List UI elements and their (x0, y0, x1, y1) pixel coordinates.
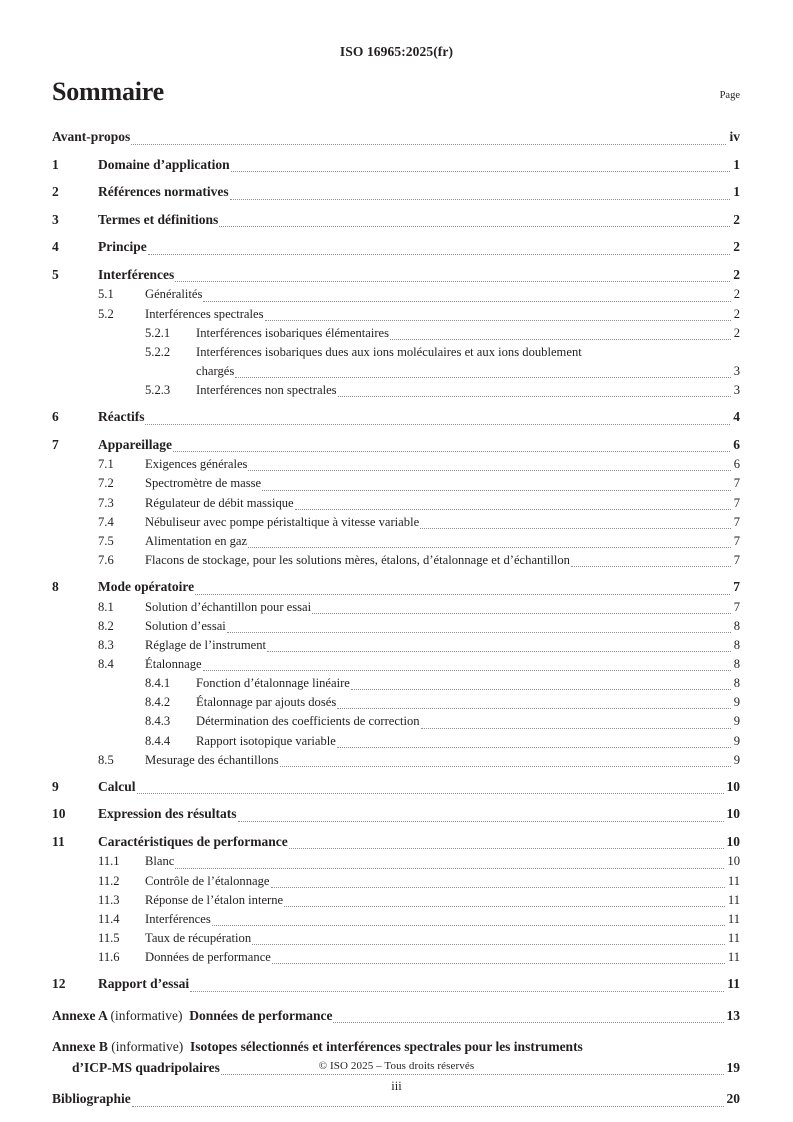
leader-dots (175, 867, 724, 869)
toc-entry-body (145, 751, 740, 770)
toc-entry-page: 11 (727, 873, 740, 888)
toc-entry-body (145, 474, 740, 493)
toc-entry-body (145, 872, 740, 891)
annexe-title: Isotopes sélectionnés et interférences spectrales pour les instruments (190, 1039, 583, 1055)
toc-entry-page: 20 (726, 1091, 740, 1107)
toc-entry-page: 3 (733, 383, 740, 398)
toc-entry-number: 5.2.2 (145, 344, 171, 359)
toc-entry-page: 7 (733, 533, 740, 548)
toc-entry-4[interactable] (52, 237, 740, 258)
toc-entry-page: iv (729, 129, 740, 145)
leader-dots (230, 198, 731, 200)
leader-dots (390, 338, 731, 340)
leader-dots (351, 688, 731, 690)
toc-entry-body (98, 435, 740, 456)
toc-entry-7[interactable] (52, 435, 740, 456)
toc-entry-page: 2 (733, 211, 740, 227)
toc-entry-8[interactable] (52, 577, 740, 598)
toc-entry-body (145, 532, 740, 551)
toc-entry-body (145, 551, 740, 570)
toc-entry-body (145, 513, 740, 532)
toc-entry-body (196, 343, 740, 381)
annexe-title-line2: d’ICP-MS quadripolaires (72, 1059, 220, 1075)
leader-dots (137, 792, 724, 794)
toc-entry-page: 1 (733, 184, 740, 200)
toc-entry-page: 8 (733, 657, 740, 672)
leader-dots (175, 280, 730, 282)
toc-entry-number: 8.4.2 (145, 695, 171, 710)
toc-entry-number: 6 (52, 409, 59, 425)
leader-dots (262, 489, 731, 491)
toc-entry-label: Appareillage (98, 436, 172, 452)
leader-dots (219, 225, 730, 227)
toc-entry-number: 8.4 (98, 657, 114, 672)
toc-entry-5-2-2[interactable] (52, 343, 740, 381)
toc-entry-body (98, 210, 740, 231)
annexe-title: Données de performance (189, 1007, 333, 1023)
toc-entry-label (52, 1006, 332, 1027)
toc-entry-page: 10 (726, 778, 740, 794)
leader-dots (267, 650, 731, 652)
toc-entry-body (98, 974, 740, 995)
toc-entry-5-2-3[interactable] (52, 381, 740, 400)
toc-entry-body (145, 455, 740, 474)
toc-entry-number: 8.2 (98, 618, 114, 633)
leader-dots (148, 253, 731, 255)
leader-dots (195, 593, 730, 595)
toc-entry-body (98, 155, 740, 176)
toc-entry-page: 7 (733, 599, 740, 614)
toc-entry-7-6[interactable] (52, 551, 740, 570)
leader-dots (238, 820, 724, 822)
annexe-prefix: Annexe A (52, 1007, 108, 1023)
toc-entry-page: 8 (733, 637, 740, 652)
toc-entry-page: 7 (733, 476, 740, 491)
toc-entry-number: 1 (52, 156, 59, 172)
toc-entry-label: Contrôle de l’étalonnage (145, 873, 270, 888)
leader-dots (227, 631, 731, 633)
leader-dots (421, 727, 731, 729)
page-column-label: Page (719, 90, 740, 102)
toc-entry-page: 2 (733, 287, 740, 302)
toc-entry-label: Solution d’essai (145, 618, 226, 633)
toc-entry-page: 6 (733, 436, 740, 452)
toc-entry-number: 8.4.1 (145, 676, 171, 691)
leader-dots (203, 300, 730, 302)
toc-entry-label: Rapport isotopique variable (196, 733, 336, 748)
toc-entry-page: 11 (727, 911, 740, 926)
running-head: ISO 16965:2025(fr) (339, 44, 454, 59)
toc-entry-8-5[interactable] (52, 751, 740, 770)
annexe-prefix: Annexe B (52, 1039, 108, 1055)
toc-title-row (52, 78, 740, 105)
toc-entry-8-1[interactable] (52, 598, 740, 617)
leader-dots (337, 746, 731, 748)
toc-entry-body (145, 285, 740, 304)
toc-entry-label: Interférences (98, 266, 175, 282)
toc-entry-label: Réactifs (98, 409, 145, 425)
toc-entry-label-line1: Interférences isobariques dues aux ions moléculaires et aux ions doublement (196, 344, 582, 359)
toc-entry-number: 8.1 (98, 599, 114, 614)
toc-entry-number: 3 (52, 211, 59, 227)
toc-entry-number: 8.4.4 (145, 733, 171, 748)
toc-entry-label: Expression des résultats (98, 806, 237, 822)
toc-entry-8-4-2[interactable] (52, 693, 740, 712)
toc-entry-body (98, 265, 740, 286)
toc-entry-page: 2 (733, 266, 740, 282)
leader-dots (231, 170, 731, 172)
toc-entry-number: 11.6 (98, 950, 120, 965)
toc-entry-page: 7 (733, 514, 740, 529)
toc-entry-page: 7 (733, 495, 740, 510)
leader-dots (280, 765, 731, 767)
toc-entry-body (145, 948, 740, 967)
toc-entry-5-2-1[interactable] (52, 324, 740, 343)
toc-entry-number: 8 (52, 579, 59, 595)
toc-entry-12[interactable] (52, 974, 740, 995)
toc-entry-number: 8.4.3 (145, 714, 171, 729)
page-footer (0, 1060, 793, 1094)
leader-dots (571, 565, 731, 567)
toc-entry-number: 11.1 (98, 854, 120, 869)
toc-entry-label: Flacons de stockage, pour les solutions mères, étalons, d’étalonnage et d’échantillon (145, 552, 570, 567)
toc-entry-page: 3 (733, 363, 740, 378)
toc-entry-number: 8.3 (98, 637, 114, 652)
toc-entry-8-3[interactable] (52, 636, 740, 655)
toc-entry-11-4[interactable] (52, 910, 740, 929)
toc-entry-label: Généralités (145, 287, 203, 302)
leader-dots (284, 905, 725, 907)
toc-entry-9[interactable] (52, 777, 740, 798)
toc-entry-page: 7 (733, 552, 740, 567)
toc-entry-page: 2 (733, 239, 740, 255)
leader-dots (145, 423, 730, 425)
toc-entry-page: 1 (733, 156, 740, 172)
toc-entry-page: 10 (726, 806, 740, 822)
toc-entry-body (145, 305, 740, 324)
toc-entry-number: 7.6 (98, 552, 114, 567)
toc-entry-body (98, 804, 740, 825)
leader-dots (271, 886, 725, 888)
toc-entry-page: 4 (733, 409, 740, 425)
toc-entry-label: Interférences (145, 911, 211, 926)
toc-entry-number: 11.3 (98, 892, 120, 907)
toc-entry-page: 11 (727, 892, 740, 907)
toc-entry-label: Fonction d’étalonnage linéaire (196, 676, 350, 691)
toc-entry-body (145, 617, 740, 636)
toc-entry-number: 11 (52, 833, 65, 849)
toc-entry-body (145, 929, 740, 948)
toc-entry-10[interactable] (52, 804, 740, 825)
leader-dots (333, 1021, 723, 1023)
toc-entry-body (145, 655, 740, 674)
toc-entry-label: Interférences non spectrales (196, 383, 337, 398)
toc-entry-number: 11.5 (98, 931, 120, 945)
toc-entry-page: 8 (733, 618, 740, 633)
toc-entry-page: 8 (733, 676, 740, 691)
toc-entry-11-1[interactable] (52, 852, 740, 871)
toc-entry-label: Rapport d’essai (98, 976, 190, 992)
toc-entry-label: Données de performance (145, 950, 271, 965)
toc-entry-number: 7.2 (98, 476, 114, 491)
toc-entry-page: 9 (733, 752, 740, 767)
toc-entry-body (196, 381, 740, 400)
toc-entry-8-4-1[interactable] (52, 674, 740, 693)
toc-entry-label: Exigences générales (145, 457, 248, 472)
toc-entry-number: 11.2 (98, 873, 120, 888)
toc-entry-label: Mode opératoire (98, 579, 195, 595)
leader-dots (252, 943, 725, 945)
toc-entry-label: Avant-propos (52, 129, 131, 145)
toc-entry-label: Interférences spectrales (145, 306, 264, 321)
toc-entry-body (145, 852, 740, 871)
leader-dots (295, 508, 731, 510)
toc-entry-8-2[interactable] (52, 617, 740, 636)
toc-entry-page: 7 (733, 579, 740, 595)
toc-entry-body (145, 891, 740, 910)
toc-entry-7-5[interactable] (52, 532, 740, 551)
toc-entry-page: 2 (733, 306, 740, 321)
toc-entry-number: 5.2.3 (145, 383, 171, 398)
toc-entry-number: 9 (52, 778, 59, 794)
toc-entry-number: 7.5 (98, 533, 114, 548)
toc-entry-label: Solution d’échantillon pour essai (145, 599, 312, 614)
toc-entry-body (145, 636, 740, 655)
toc-entry-11-6[interactable] (52, 948, 740, 967)
toc-entry-label: Alimentation en gaz (145, 533, 248, 548)
toc-entry-7-4[interactable] (52, 513, 740, 532)
toc-entry-label-line2-row (196, 362, 740, 381)
toc-entry-page: 11 (727, 976, 740, 992)
leader-dots (289, 847, 724, 849)
toc-entry-body (98, 182, 740, 203)
toc-entry-number: 7.4 (98, 514, 114, 529)
page-title: Sommaire (52, 77, 165, 106)
toc-entry-11[interactable] (52, 832, 740, 853)
leader-dots (248, 546, 731, 548)
leader-dots (312, 612, 731, 614)
toc-entry-8-4-4[interactable] (52, 732, 740, 751)
toc-entry-body (98, 407, 740, 428)
leader-dots (337, 707, 730, 709)
toc-entry-page: 9 (733, 714, 740, 729)
toc-entry-body (98, 832, 740, 853)
toc-entry-number: 11.4 (98, 911, 120, 926)
toc-entry-7-3[interactable] (52, 494, 740, 513)
toc-entry-number: 5 (52, 266, 59, 282)
toc-entry-number: 7.3 (98, 495, 114, 510)
toc-entry-body (145, 910, 740, 929)
toc-entry-7-2[interactable] (52, 474, 740, 493)
toc-entry-label: Étalonnage (145, 657, 202, 672)
toc-entry-page: 19 (726, 1059, 740, 1075)
toc-entry-5-2[interactable] (52, 305, 740, 324)
toc-entry-label: Détermination des coefficients de correction (196, 714, 420, 729)
leader-dots (190, 990, 724, 992)
annexe-qualifier: (informative) (111, 1039, 184, 1055)
toc-entry-label: Réglage de l’instrument (145, 637, 267, 652)
toc-entry-page: 11 (727, 950, 740, 965)
toc-entry-number: 8.5 (98, 752, 114, 767)
toc-entry-number: 7.1 (98, 457, 114, 472)
toc-entry-number: 5.2.1 (145, 325, 171, 340)
toc-entry-label: Principe (98, 239, 147, 255)
toc-entry-page: 9 (733, 733, 740, 748)
page-number: iii (391, 1079, 402, 1093)
leader-dots (272, 962, 725, 964)
toc-entry-label: Blanc (145, 854, 175, 869)
toc-entry-number: 5.2 (98, 306, 114, 321)
toc-entry-label: Caractéristiques de performance (98, 833, 288, 849)
toc-entry-body (196, 693, 740, 712)
toc-entry-body (52, 1006, 740, 1027)
toc-entry-number: 7 (52, 436, 59, 452)
leader-dots (235, 376, 730, 378)
toc-entry-number: 5.1 (98, 287, 114, 302)
toc-entry-label: Interférences isobariques élémentaires (196, 325, 390, 340)
toc-entry-body (98, 777, 740, 798)
toc-entry-body (196, 674, 740, 693)
leader-dots (338, 395, 731, 397)
toc-entry-label-line2: chargés (196, 363, 235, 378)
toc-entry-8-4[interactable] (52, 655, 740, 674)
toc-entry-label: Calcul (98, 778, 136, 794)
toc-entry-body (196, 732, 740, 751)
copyright-notice: © ISO 2025 – Tous droits réservés (318, 1060, 475, 1072)
leader-dots (212, 924, 725, 926)
toc-entry-page: 11 (727, 931, 740, 945)
toc-entry-11-5[interactable] (52, 929, 740, 948)
toc-entry-5-1[interactable] (52, 285, 740, 304)
toc-entry-body (98, 237, 740, 258)
toc-entry-11-2[interactable] (52, 872, 740, 891)
toc-entry-label: Mesurage des échantillons (145, 752, 279, 767)
toc-entry-label: Taux de récupération (145, 931, 252, 945)
toc-entry-label: Spectromètre de masse (145, 476, 262, 491)
toc-entry-label: Termes et définitions (98, 211, 219, 227)
toc-entry-number: 10 (52, 806, 66, 822)
toc-entry-8-4-3[interactable] (52, 712, 740, 731)
toc-entry-number: 2 (52, 184, 59, 200)
leader-dots (420, 527, 731, 529)
leader-dots (265, 319, 731, 321)
toc-entry-label: Références normatives (98, 184, 229, 200)
toc-entry-page: 6 (733, 457, 740, 472)
leader-dots (173, 450, 730, 452)
toc-entry-label: Bibliographie (52, 1091, 131, 1107)
toc-entry-label: Régulateur de débit massique (145, 495, 294, 510)
leader-dots (131, 143, 726, 145)
toc-entry-body (196, 712, 740, 731)
toc-entry-label: Nébuliseur avec pompe péristaltique à vitesse variable (145, 514, 420, 529)
toc-entry-label: Étalonnage par ajouts dosés (196, 695, 337, 710)
leader-dots (248, 469, 730, 471)
toc-entry-7-1[interactable] (52, 455, 740, 474)
toc-entry-number: 4 (52, 239, 59, 255)
toc-entry-1[interactable] (52, 155, 740, 176)
leader-dots (203, 669, 731, 671)
toc-entry-label: Réponse de l’étalon interne (145, 892, 284, 907)
toc-entry-number: 12 (52, 976, 66, 992)
toc-entries-host (52, 155, 740, 995)
toc-entry-11-3[interactable] (52, 891, 740, 910)
toc-entry-body (145, 598, 740, 617)
leader-dots (132, 1105, 724, 1107)
toc-entry-2[interactable] (52, 182, 740, 203)
toc-entry-6[interactable] (52, 407, 740, 428)
toc-entry-label (196, 343, 740, 381)
toc-entry-page: 13 (726, 1007, 740, 1023)
toc-entry-body (196, 324, 740, 343)
toc-entry-page: 10 (727, 854, 740, 869)
toc-entry-page: 2 (733, 325, 740, 340)
toc-entry-label: Domaine d’application (98, 156, 230, 172)
toc-entry-body (98, 577, 740, 598)
toc-entry-3[interactable] (52, 210, 740, 231)
toc-entry-annexe-a[interactable] (52, 1006, 740, 1027)
toc-content (52, 78, 740, 1110)
toc-entry-5[interactable] (52, 265, 740, 286)
annexe-qualifier: (informative) (110, 1007, 183, 1023)
toc-entry-page: 9 (733, 695, 740, 710)
toc-list (52, 127, 740, 1110)
toc-entry-avant-propos[interactable] (52, 127, 740, 148)
toc-entry-body (52, 127, 740, 148)
toc-entry-page: 10 (726, 833, 740, 849)
toc-entry-body (145, 494, 740, 513)
